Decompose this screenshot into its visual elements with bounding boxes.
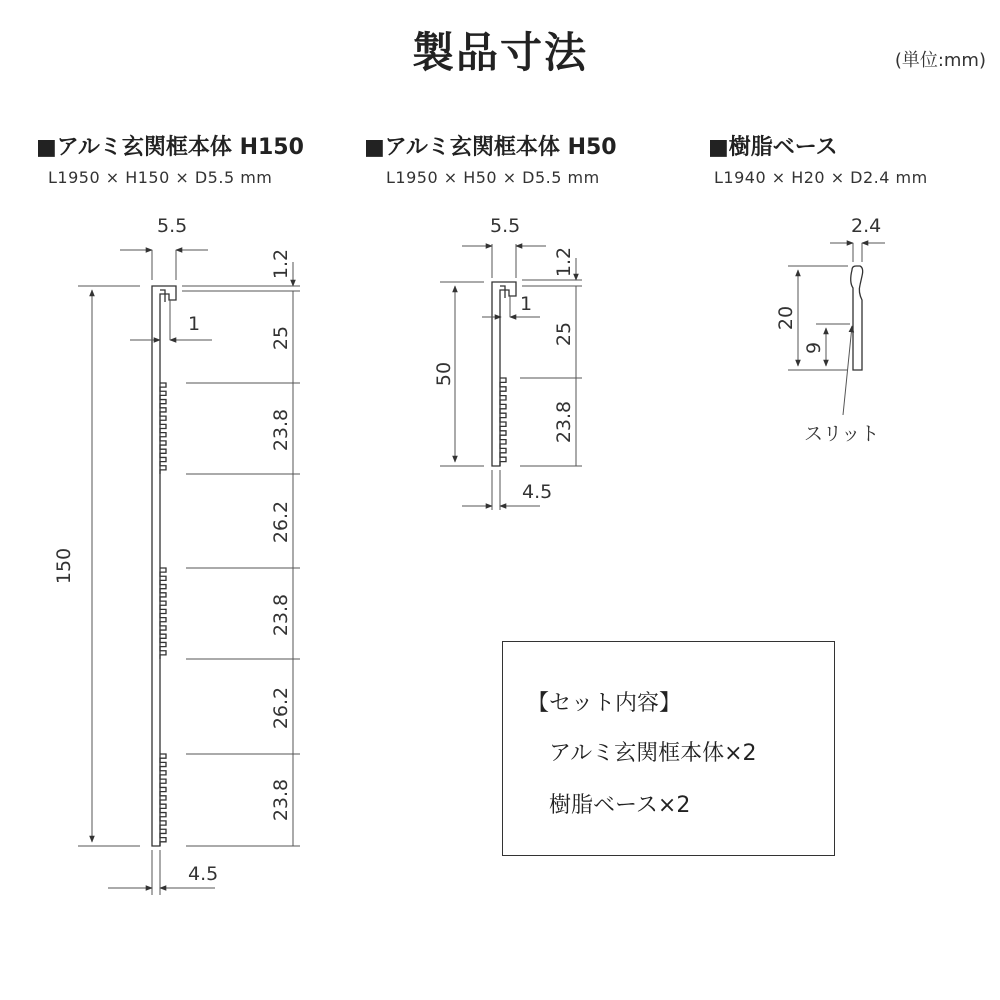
base-height: 20 bbox=[775, 305, 797, 331]
h150-width-top: 5.5 bbox=[157, 215, 188, 237]
h50-width-top: 5.5 bbox=[490, 215, 521, 237]
product-title-base: ■樹脂ベース bbox=[708, 135, 838, 160]
h50-profile bbox=[492, 282, 516, 466]
h150-width-bottom: 4.5 bbox=[188, 863, 219, 885]
product-spec-base: L1940 × H20 × D2.4 mm bbox=[714, 168, 928, 187]
base-width: 2.4 bbox=[851, 215, 882, 237]
base-slit-height: 9 bbox=[803, 341, 825, 355]
h150-seg-1: 25 bbox=[270, 325, 292, 351]
h150-seg-3: 26.2 bbox=[270, 500, 292, 544]
h150-seg-5: 26.2 bbox=[270, 686, 292, 730]
product-spec-h150: L1950 × H150 × D5.5 mm bbox=[48, 168, 273, 187]
product-title-h50: ■アルミ玄関框本体 H50 bbox=[364, 135, 617, 160]
base-dimensions bbox=[788, 243, 885, 415]
h50-dimensions bbox=[440, 244, 582, 510]
h150-height-total: 150 bbox=[53, 547, 75, 585]
set-item-base: 樹脂ベース×2 bbox=[549, 793, 691, 818]
h50-lip: 1 bbox=[520, 293, 533, 315]
slit-label: スリット bbox=[804, 423, 880, 445]
h150-seg-4: 23.8 bbox=[270, 593, 292, 637]
h50-seg-0: 1.2 bbox=[553, 246, 575, 278]
h50-seg-2: 23.8 bbox=[553, 400, 575, 444]
h50-seg-1: 25 bbox=[553, 321, 575, 347]
h150-seg-2: 23.8 bbox=[270, 408, 292, 452]
h150-seg-6: 23.8 bbox=[270, 778, 292, 822]
set-item-frame: アルミ玄関框本体×2 bbox=[549, 741, 757, 766]
unit-label: (単位:mm) bbox=[894, 50, 986, 71]
h150-segment-labels bbox=[270, 249, 292, 821]
page-title: 製品寸法 bbox=[411, 28, 588, 77]
h150-seg-0: 1.2 bbox=[270, 248, 292, 280]
set-contents-heading: 【セット内容】 bbox=[527, 691, 682, 716]
h50-height-total: 50 bbox=[433, 361, 455, 387]
h50-width-bottom: 4.5 bbox=[522, 481, 553, 503]
h150-lip: 1 bbox=[188, 313, 201, 335]
product-spec-h50: L1950 × H50 × D5.5 mm bbox=[386, 168, 600, 187]
product-title-h150: ■アルミ玄関框本体 H150 bbox=[36, 135, 304, 160]
h150-dimensions bbox=[78, 250, 300, 895]
base-profile bbox=[851, 266, 863, 370]
set-contents-box bbox=[502, 641, 835, 856]
h50-segment-labels bbox=[553, 247, 575, 443]
h150-profile bbox=[152, 286, 176, 846]
